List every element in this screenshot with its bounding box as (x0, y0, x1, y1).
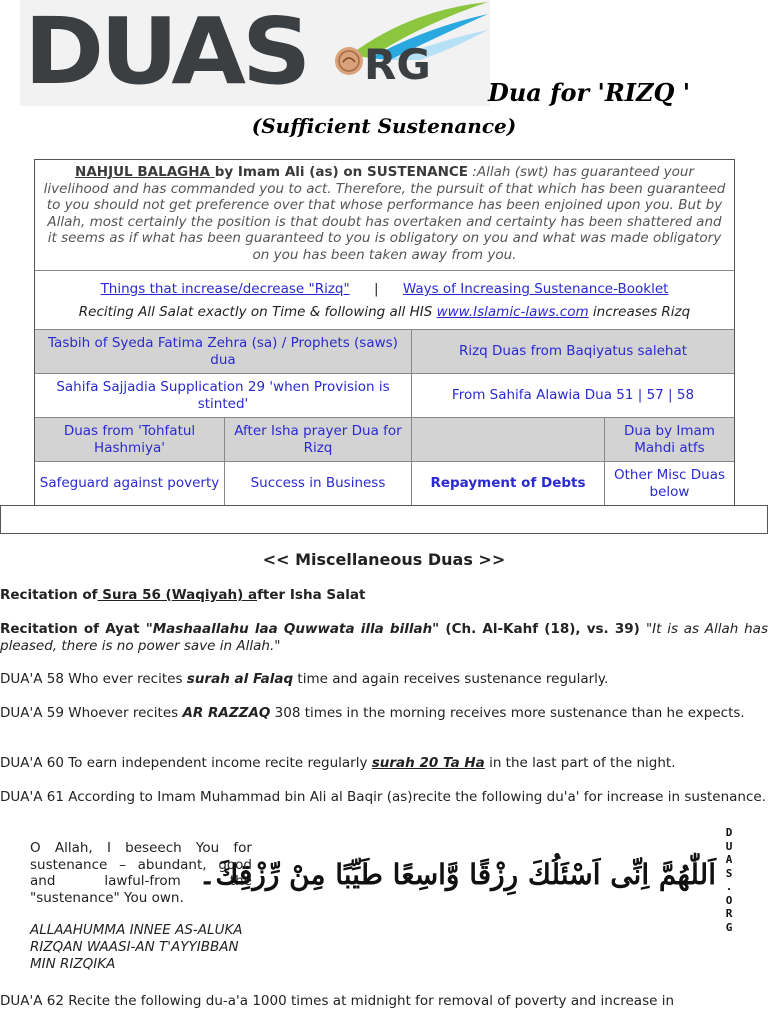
quote-author: by Imam Ali (as) on SUSTENANCE (214, 164, 469, 180)
links-row (35, 270, 734, 329)
other-misc-duas-link[interactable]: Other Misc Duas below (604, 462, 734, 505)
sahifa-sajjadia-link[interactable]: Sahifa Sajjadia Supplication 29 'when Provision is stinted' (56, 378, 390, 412)
watermark-char: G (725, 920, 733, 934)
grid-row-2 (35, 373, 734, 417)
safeguard-poverty-link[interactable]: Safeguard against poverty (39, 475, 220, 491)
site-logo[interactable] (20, 0, 490, 106)
p3-text-b: surah al Falaq (186, 671, 294, 687)
salat-note-prefix: Reciting All Salat exactly on Time & following all HIS (78, 304, 437, 320)
dua-58-paragraph (0, 671, 768, 688)
watermark-char: A (725, 853, 733, 866)
page-title: Dua for 'RIZQ ' (488, 78, 691, 107)
watermark-char: D (725, 826, 733, 839)
logo-duas-text: DUAS (24, 0, 308, 105)
dua-59-paragraph (0, 705, 768, 722)
p4-text-b: AR RAZZAQ (182, 705, 271, 721)
after-isha-dua-link[interactable]: After Isha prayer Dua for Rizq (224, 418, 411, 461)
salat-note (35, 304, 734, 320)
tohfatul-hashmiya-link[interactable]: Duas from 'Tohfatul Hashmiya' (35, 418, 224, 461)
rizq-increase-decrease-link[interactable]: Things that increase/decrease "Rizq" (100, 281, 350, 297)
sustenance-booklet-link[interactable]: Ways of Increasing Sustenance-Booklet (402, 281, 669, 297)
watermark-char: U (725, 839, 733, 853)
page-subtitle: (Sufficient Sustenance) (251, 114, 517, 138)
section-title: << Miscellaneous Duas >> (262, 550, 506, 569)
p4-text-a: DUA'A 59 Whoever recites (0, 705, 183, 721)
p2-text-d: "It is as Allah has pleased, there is no power save in Allah." (0, 621, 768, 654)
quote-source-name: NAHJUL BALAGHA (75, 164, 215, 180)
ayat-paragraph (0, 621, 768, 655)
p2-text-b: "Mashaallahu laa Quwwata illa billah" (145, 621, 440, 637)
p5-text-c: in the last part of the night. (484, 755, 676, 771)
dua-60-paragraph (0, 755, 768, 772)
watermark-char: S (725, 866, 733, 880)
quote-source (75, 164, 468, 180)
watermark-char: O (725, 893, 733, 907)
dua-61-english: O Allah, I beseech You for sustenance – abundant, good and lawful-from the "sustenance" You own. (30, 840, 252, 906)
salat-note-suffix: increases Rizq (588, 304, 691, 320)
p1-text-a: Recitation of (0, 587, 98, 603)
watermark-char: . (725, 880, 733, 893)
sura-waqiyah-paragraph (0, 587, 768, 604)
p5-text-a: DUA'A 60 To earn independent income recite regularly (0, 755, 372, 771)
empty-cell (411, 418, 604, 461)
grid-row-4 (35, 461, 734, 505)
watermark-char: R (725, 907, 733, 920)
repayment-debts-link[interactable]: Repayment of Debts (411, 462, 604, 505)
empty-box (0, 505, 768, 534)
sahifa-alawia-link[interactable]: From Sahifa Alawia Dua 51 | 57 | 58 (411, 374, 734, 417)
p2-text-c: (Ch. Al-Kahf (18), vs. 39) (439, 621, 646, 637)
islamic-laws-link[interactable]: www.Islamic-laws.com (436, 304, 589, 320)
dua-62-paragraph: DUA'A 62 Recite the following du-a'a 1000 times at midnight for removal of poverty and increase in (0, 993, 675, 1009)
p2-text-a: Recitation of Ayat (0, 621, 146, 637)
dua-61-transliteration: ALLAAHUMMA INNEE AS-ALUKA RIZQAN WAASI-AN T'AYYIBBAN MIN RIZQIKA (30, 922, 243, 972)
vertical-watermark (722, 826, 736, 934)
p4-text-c: 308 times in the morning receives more sustenance than he expects. (270, 705, 745, 721)
nahjul-balagha-quote (35, 160, 734, 270)
nav-table (34, 159, 735, 506)
quote-text: :Allah (swt) has guaranteed your livelihood and has commanded you to act. Therefore, the pursuit of that which has been guaranteed to you should not get preference over that whose performance has been enjoined upon you. But by Allah, most certainly the position is that doubt has overtaken and certainty has been shattered and it seems as if what has been guaranteed to you is obligatory on you and what was made obligatory on you has been taken away from you. (43, 164, 726, 263)
p1-text-c: W (171, 587, 187, 603)
logo-org-text: RG (364, 40, 431, 89)
baqiyatus-salehat-link[interactable]: Rizq Duas from Baqiyatus salehat (411, 330, 734, 373)
grid-row-3 (35, 417, 734, 461)
p1-text-b: Sura 56 ( (97, 587, 172, 603)
p1-text-d: aqiyah) a (186, 587, 258, 603)
dua-61-arabic: اَللّٰهُمَّ اِنِّی اَسْئَلُكَ رِزْقًا وَّاسِعًا طَيِّبًا مِنْ رِّزْقِكَ۔ (198, 858, 716, 891)
tasbih-fatima-zehra-link[interactable]: Tasbih of Syeda Fatima Zehra (sa) / Prophets (saws) dua (35, 330, 411, 373)
success-business-link[interactable]: Success in Business (224, 462, 411, 505)
link-separator: | (373, 281, 379, 297)
dua-61-paragraph: DUA'A 61 According to Imam Muhammad bin Ali al Baqir (as)recite the following du'a' for increase in sustenance. (0, 789, 767, 805)
p3-text-a: DUA'A 58 Who ever recites (0, 671, 187, 687)
p3-text-c: time and again receives sustenance regularly. (293, 671, 609, 687)
p5-text-b: surah 20 Ta Ha (371, 755, 485, 771)
imam-mahdi-dua-link[interactable]: Dua by Imam Mahdi atfs (604, 418, 734, 461)
p1-text-e: fter Isha Salat (257, 587, 366, 603)
intro-row (35, 160, 734, 270)
grid-row-1 (35, 329, 734, 373)
logo-seal-icon (334, 46, 364, 76)
